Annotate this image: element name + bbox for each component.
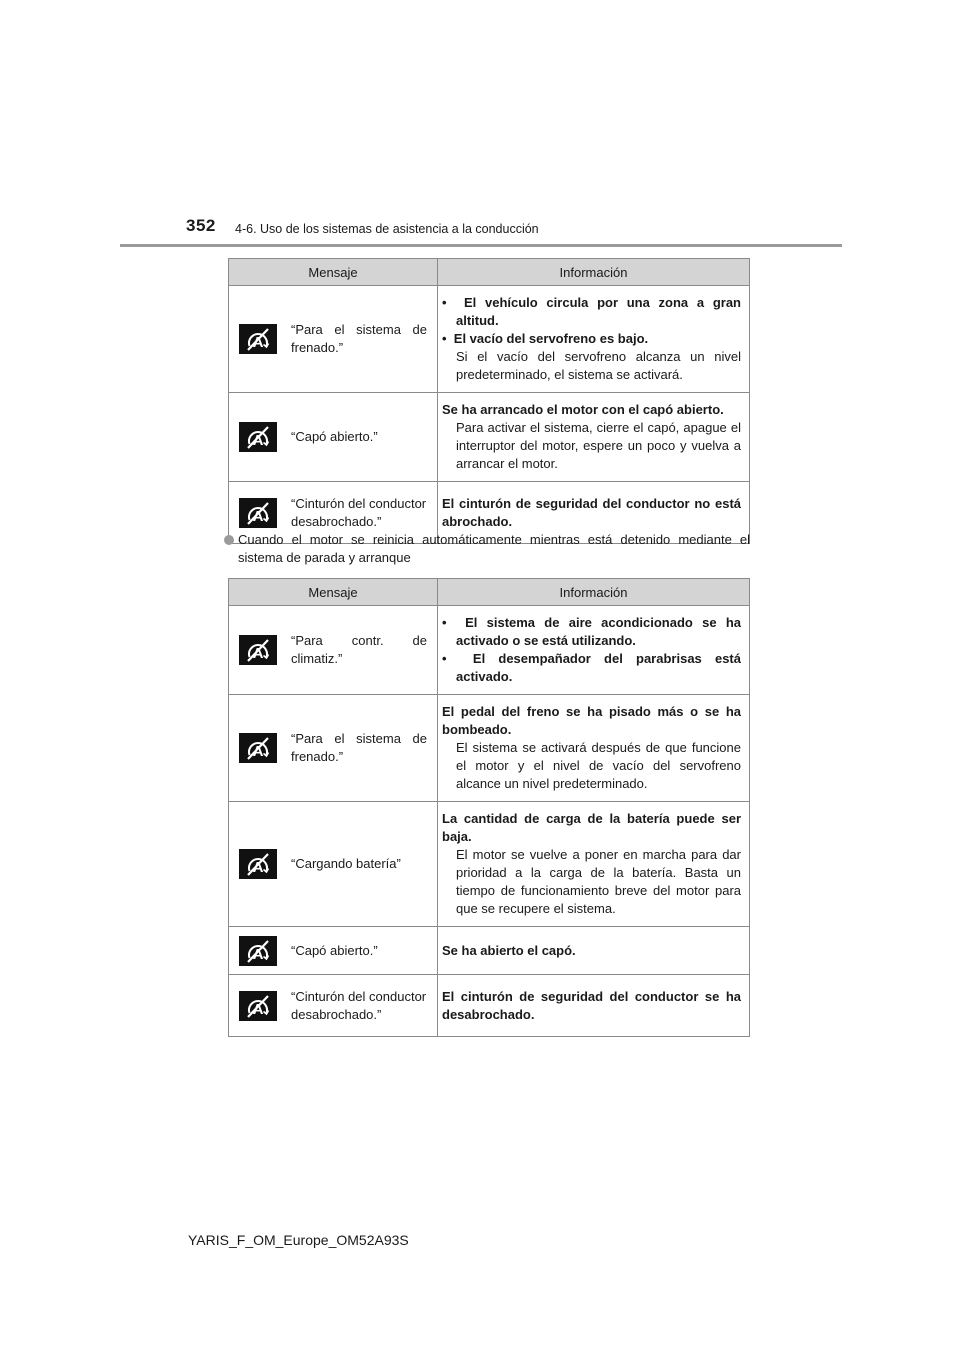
header-rule: [120, 244, 842, 247]
info-detail: El motor se vuelve a poner en marcha para dar prioridad a la carga de la batería. Basta un tiempo de funcionamiento breve del motor para que se recupere el sistema.: [456, 847, 741, 916]
stop-start-off-icon: [239, 324, 277, 354]
info-detail: El sistema se activará después de que funcione el motor y el nivel de vacío del servofreno alcance un nivel predeterminado.: [456, 740, 741, 791]
info-head: Se ha arrancado el motor con el capó abierto.: [442, 402, 724, 417]
message-cell: “Para el sistema de frenado.”: [287, 695, 438, 802]
table-row: [229, 393, 750, 482]
svg-text:A: A: [252, 645, 264, 662]
svg-text:A: A: [252, 743, 264, 760]
note-paragraph: [238, 531, 750, 567]
info-cell: El cinturón de seguridad del conductor se ha desabrochado.: [438, 975, 750, 1037]
table-row: [229, 695, 750, 802]
messages-table-1: [228, 258, 750, 544]
bullet-item: • El vehículo circula por una zona a gran altitud.: [442, 295, 741, 328]
table-row: [229, 286, 750, 393]
icon-cell: [229, 606, 288, 695]
header-info: Información: [438, 259, 750, 286]
section-title: 4-6. Uso de los sistemas de asistencia a la conducción: [235, 222, 539, 236]
icon-cell: [229, 927, 288, 975]
info-cell: Se ha abierto el capó.: [438, 927, 750, 975]
header-info: Información: [438, 579, 750, 606]
page-number: 352: [186, 216, 216, 235]
message-cell: “Cargando batería”: [287, 802, 438, 927]
message-cell: “Cinturón del conductor desabrochado.”: [287, 975, 438, 1037]
table-header-row: [229, 579, 750, 606]
info-head: La cantidad de carga de la batería puede ser baja.: [442, 811, 741, 844]
stop-start-off-icon: [239, 936, 277, 966]
svg-text:A: A: [252, 945, 264, 963]
info-cell: [438, 393, 750, 482]
message-cell: “Cinturón del conductor desabrochado.”: [287, 482, 438, 544]
info-cell: [438, 802, 750, 927]
info-cell: [438, 695, 750, 802]
info-cell: [438, 606, 750, 695]
message-cell: “Para contr. de climatiz.”: [287, 606, 438, 695]
message-cell: “Capó abierto.”: [287, 393, 438, 482]
info-cell: [438, 286, 750, 393]
table-row: [229, 802, 750, 927]
message-cell: “Para el sistema de frenado.”: [287, 286, 438, 393]
messages-table-2: [228, 578, 750, 1037]
table-row: [229, 606, 750, 695]
bullet-item: • El desempañador del parabrisas está activado.: [442, 651, 741, 684]
icon-cell: [229, 975, 288, 1037]
document-code: YARIS_F_OM_Europe_OM52A93S: [188, 1232, 409, 1248]
info-head: El pedal del freno se ha pisado más o se ha bombeado.: [442, 704, 741, 737]
bullet-item: • El vacío del servofreno es bajo.: [442, 331, 649, 346]
icon-cell: [229, 802, 288, 927]
header-message: Mensaje: [229, 259, 438, 286]
table-header-row: [229, 259, 750, 286]
stop-start-off-icon: [239, 498, 277, 528]
icon-cell: [229, 695, 288, 802]
stop-start-off-icon: [239, 733, 277, 763]
info-detail: Si el vacío del servofreno alcanza un nivel predeterminado, el sistema se activará.: [456, 349, 741, 382]
svg-text:A: A: [252, 859, 264, 876]
table-row: [229, 975, 750, 1037]
note-text: Cuando el motor se reinicia automáticamente mientras está detenido mediante el sistema de parada y arranque: [238, 532, 750, 565]
stop-start-off-icon: [239, 849, 277, 879]
icon-cell: [229, 286, 288, 393]
svg-text:A: A: [252, 1000, 264, 1018]
note-bullet-icon: [224, 535, 234, 545]
header-message: Mensaje: [229, 579, 438, 606]
table-row: [229, 927, 750, 975]
stop-start-off-icon: [239, 422, 277, 452]
info-cell: El cinturón de seguridad del conductor no está abrochado.: [438, 482, 750, 544]
stop-start-off-icon: [239, 991, 277, 1021]
svg-text:A: A: [252, 334, 264, 351]
message-cell: “Capó abierto.”: [287, 927, 438, 975]
svg-text:A: A: [252, 432, 264, 449]
stop-start-off-icon: [239, 635, 277, 665]
svg-text:A: A: [252, 507, 264, 525]
icon-cell: [229, 393, 288, 482]
bullet-item: • El sistema de aire acondicionado se ha activado o se está utilizando.: [442, 615, 741, 648]
info-detail: Para activar el sistema, cierre el capó, apague el interruptor del motor, espere un poco y vuelva a arrancar el motor.: [456, 420, 741, 471]
